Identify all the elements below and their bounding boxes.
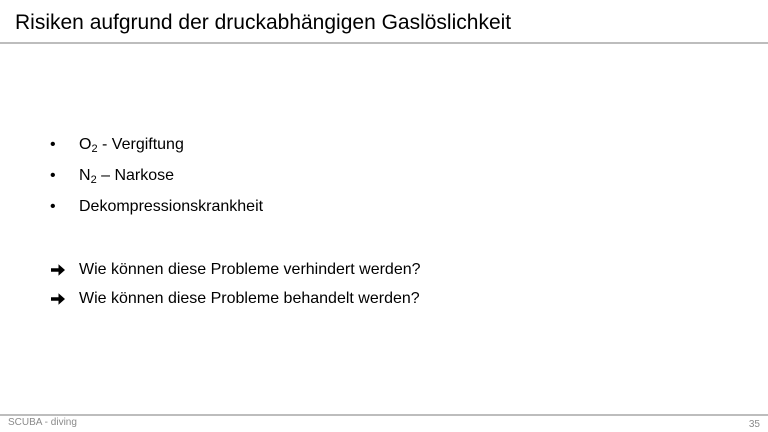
- question-text: Wie können diese Probleme verhindert werden?: [79, 261, 421, 278]
- footer-divider: [0, 414, 768, 416]
- bullet-text-main: O: [79, 136, 92, 153]
- bullet-subscript: 2: [91, 143, 98, 155]
- arrow-right-icon: [50, 291, 66, 307]
- bullet-text-main: N: [79, 167, 91, 184]
- bullet-text-main: Dekompressionskrankheit: [79, 198, 264, 215]
- question-text: Wie können diese Probleme behandelt werden?: [79, 290, 420, 307]
- bullet-text: [79, 164, 174, 188]
- bullet-dot: •: [50, 136, 56, 153]
- bullet-text-suffix: - Vergiftung: [97, 136, 184, 153]
- slide-title: Risiken aufgrund der druckabhängigen Gaslöslichkeit: [15, 11, 512, 34]
- bullet-text: [79, 195, 263, 219]
- arrow-right-icon: [50, 262, 66, 278]
- page-number: 35: [748, 419, 760, 430]
- bullet-subscript: 2: [90, 174, 97, 186]
- bullet-text: [79, 133, 184, 157]
- bullet-dot: •: [50, 198, 56, 215]
- footer-label: SCUBA - diving: [8, 417, 77, 428]
- bullet-text-suffix: – Narkose: [96, 167, 175, 184]
- bullet-dot: •: [50, 167, 56, 184]
- title-divider: [0, 42, 768, 44]
